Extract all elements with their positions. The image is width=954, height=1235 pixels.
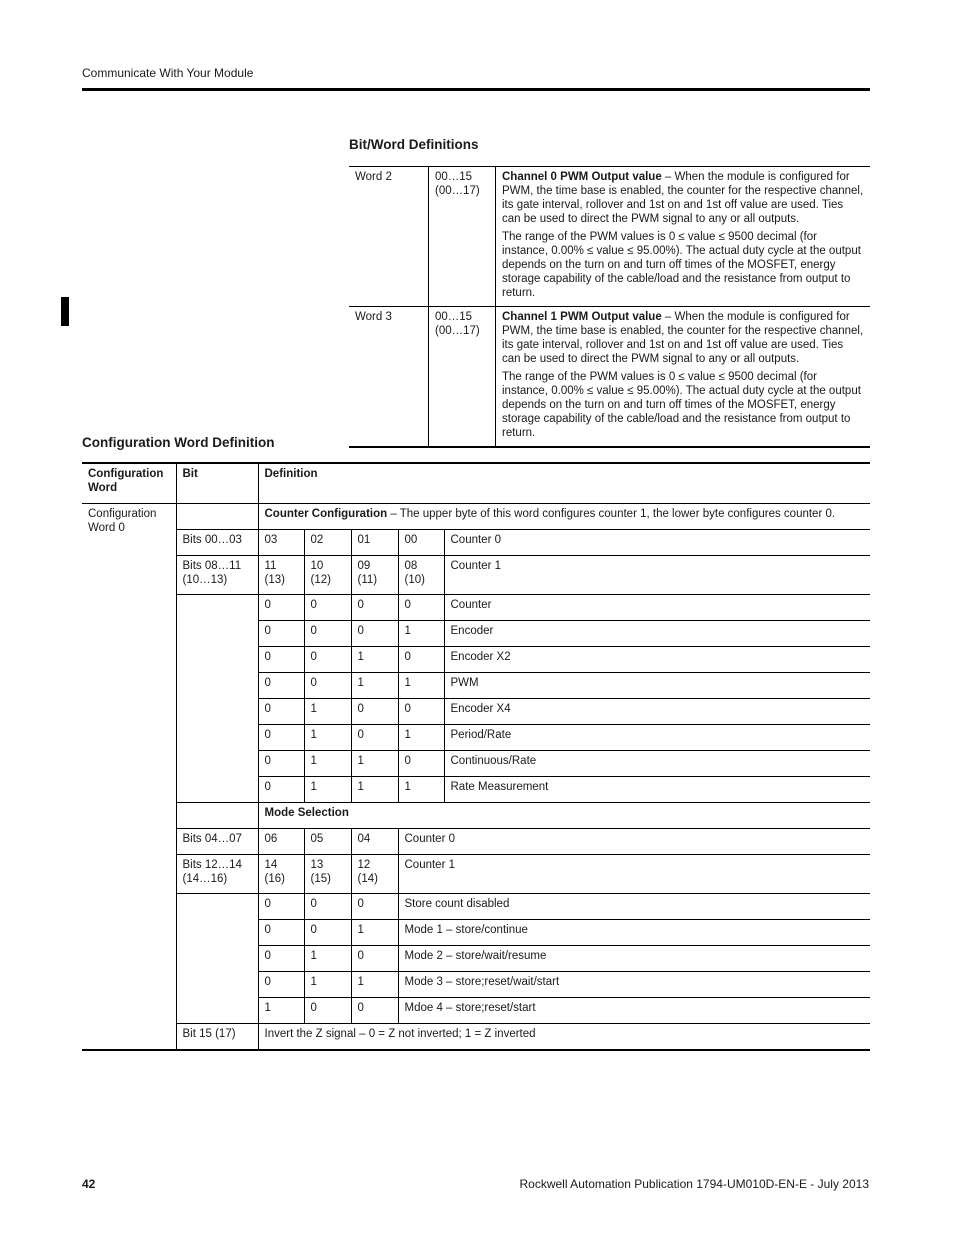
bit-value: 0 — [304, 673, 351, 699]
bit-col: 09 (11) — [351, 556, 398, 595]
page-number: 42 — [82, 1177, 96, 1191]
config-word-label: Configuration Word 0 — [88, 508, 157, 534]
bits-range: 00…15 — [435, 311, 473, 323]
running-head: Communicate With Your Module — [82, 66, 254, 80]
table-row — [82, 595, 870, 621]
mode-selection-heading: Mode Selection — [258, 803, 870, 829]
bit-value: 1 — [398, 725, 444, 751]
bit-col: 10 (12) — [304, 556, 351, 595]
bits-cell — [429, 307, 496, 448]
mode-name: Store count disabled — [398, 894, 870, 920]
mode-name: Mode 1 – store/continue — [398, 920, 870, 946]
target-cell: Counter 1 — [398, 855, 870, 894]
bit-col: 14 (16) — [258, 855, 304, 894]
header-definition: Definition — [258, 463, 870, 504]
bits-range: 00…15 — [435, 171, 473, 183]
bit-value: 0 — [398, 647, 444, 673]
bits-label: Bit 15 (17) — [176, 1024, 258, 1051]
bit-value: 1 — [398, 777, 444, 803]
mode-name: Continuous/Rate — [444, 751, 870, 777]
word-cell: Word 2 — [349, 167, 429, 307]
mode-name: Encoder X4 — [444, 699, 870, 725]
header-config-word: Configuration Word — [82, 463, 176, 504]
definition-cell — [496, 307, 871, 448]
bit-value: 1 — [304, 699, 351, 725]
bit-value: 0 — [258, 920, 304, 946]
bitword-table-title: Bit/Word Definitions — [349, 137, 479, 152]
empty-cell — [176, 595, 258, 803]
bits-label: Bits 12…14 (14…16) — [176, 855, 258, 894]
mode-name: Mdoe 4 – store;reset/start — [398, 998, 870, 1024]
bits-label: Bits 08…11 (10…13) — [176, 556, 258, 595]
table-row — [82, 855, 870, 894]
target-cell: Counter 0 — [444, 530, 870, 556]
word-cell: Word 3 — [349, 307, 429, 448]
definition-range: The range of the PWM values is 0 ≤ value ≤ 9500 decimal (for instance, 0.00% ≤ value ≤ 95.00%). The actual duty cycle at the output depends on the turn on and turn off times of the MOSFET, energy storage capability of the cable/load and the resistance from output to return. — [502, 371, 861, 439]
counter-config-cell: Counter Configuration – The upper byte of this word configures counter 1, the lower byte configures counter 0. — [258, 504, 870, 530]
bit-value: 1 — [304, 725, 351, 751]
bits-octal: (00…17) — [435, 325, 480, 337]
bit-value: 0 — [304, 894, 351, 920]
bit-value: 0 — [258, 946, 304, 972]
bit-value: 1 — [258, 998, 304, 1024]
bit-col: 03 — [258, 530, 304, 556]
table-row — [82, 530, 870, 556]
bit-value: 0 — [258, 972, 304, 998]
bit-col: 13 (15) — [304, 855, 351, 894]
bit-value: 0 — [258, 725, 304, 751]
bits-octal: (00…17) — [435, 185, 480, 197]
bit-value: 0 — [258, 699, 304, 725]
bit-col: 02 — [304, 530, 351, 556]
bit-value: 0 — [258, 647, 304, 673]
mode-name: Period/Rate — [444, 725, 870, 751]
table-row — [349, 307, 870, 448]
mode-name: Encoder — [444, 621, 870, 647]
bit-value: 0 — [258, 777, 304, 803]
mode-name: Mode 3 – store;reset/wait/start — [398, 972, 870, 998]
bit-value: 0 — [398, 595, 444, 621]
bit-col: 11 (13) — [258, 556, 304, 595]
bit-value: 1 — [304, 972, 351, 998]
bit-col: 08 (10) — [398, 556, 444, 595]
config-table-title: Configuration Word Definition — [82, 435, 275, 450]
bit-value: 1 — [398, 673, 444, 699]
bit-value: 1 — [351, 751, 398, 777]
change-bar — [61, 297, 69, 326]
bit-value: 0 — [258, 751, 304, 777]
bit-value: 1 — [304, 751, 351, 777]
empty-cell — [176, 504, 258, 530]
target-cell: Counter 0 — [398, 829, 870, 855]
bit-value: 1 — [351, 920, 398, 946]
bit-value: 0 — [304, 621, 351, 647]
bit-value: 0 — [304, 595, 351, 621]
definition-name: Channel 0 PWM Output value — [502, 171, 662, 183]
bit-value: 0 — [351, 699, 398, 725]
bit-value: 0 — [304, 647, 351, 673]
bit-value: 1 — [304, 946, 351, 972]
bit-col: 06 — [258, 829, 304, 855]
mode-name: Mode 2 – store/wait/resume — [398, 946, 870, 972]
bit-value: 0 — [351, 725, 398, 751]
bit-value: 1 — [351, 972, 398, 998]
table-row — [82, 803, 870, 829]
mode-name: PWM — [444, 673, 870, 699]
bit-value: 0 — [258, 595, 304, 621]
bit-value: 1 — [351, 673, 398, 699]
table-row — [82, 504, 870, 530]
config-table — [82, 462, 870, 1051]
bit-col: 05 — [304, 829, 351, 855]
bit-value: 1 — [351, 647, 398, 673]
header-rule — [82, 88, 870, 91]
bit-col: 12 (14) — [351, 855, 398, 894]
bit-value: 0 — [351, 621, 398, 647]
bit-value: 0 — [258, 621, 304, 647]
bit-value: 0 — [351, 894, 398, 920]
empty-cell — [176, 803, 258, 829]
bits-label: Bits 04…07 — [176, 829, 258, 855]
table-header-row — [82, 463, 870, 504]
empty-cell — [176, 894, 258, 1024]
bit-col: 01 — [351, 530, 398, 556]
target-cell: Counter 1 — [444, 556, 870, 595]
bit-value: 1 — [398, 621, 444, 647]
bitword-table — [349, 166, 870, 448]
bits-label: Bits 00…03 — [176, 530, 258, 556]
bit-value: 0 — [398, 751, 444, 777]
bit-value: 0 — [351, 946, 398, 972]
bits-cell — [429, 167, 496, 307]
bit-col: 00 — [398, 530, 444, 556]
bit-value: 0 — [351, 595, 398, 621]
definition-cell — [496, 167, 871, 307]
bit-value: 0 — [398, 699, 444, 725]
definition-name: Channel 1 PWM Output value — [502, 311, 662, 323]
bit-value: 0 — [351, 998, 398, 1024]
definition-range: The range of the PWM values is 0 ≤ value ≤ 9500 decimal (for instance, 0.00% ≤ value ≤ 95.00%). The actual duty cycle at the output depends on the turn on and turn off times of the MOSFET, energy storage capability of the cable/load and the resistance from output to return. — [502, 231, 861, 299]
mode-name: Counter — [444, 595, 870, 621]
bit-col: 04 — [351, 829, 398, 855]
table-row — [82, 1024, 870, 1051]
table-row — [82, 556, 870, 595]
publication-line: Rockwell Automation Publication 1794-UM010D-EN-E - July 2013 — [519, 1177, 869, 1191]
bit-value: 0 — [304, 920, 351, 946]
bit15-desc: Invert the Z signal – 0 = Z not inverted; 1 = Z inverted — [258, 1024, 870, 1051]
bit-value: 0 — [258, 673, 304, 699]
bit-value: 1 — [304, 777, 351, 803]
table-row — [349, 167, 870, 307]
bit-value: 1 — [351, 777, 398, 803]
bit-value: 0 — [258, 894, 304, 920]
table-row — [82, 829, 870, 855]
header-bit: Bit — [176, 463, 258, 504]
definition-desc: – When the module is configured for PWM, the time base is enabled, the counter for the respective channel, its gate interval, rollover and 1st on and 1st off value are used. Ties can be used to direct the PWM signal to any or all outputs. — [502, 171, 864, 225]
mode-name: Encoder X2 — [444, 647, 870, 673]
table-row — [82, 894, 870, 920]
definition-desc: – When the module is configured for PWM, the time base is enabled, the counter for the respective channel, its gate interval, rollover and 1st on and 1st off value are used. Ties can be used to direct the PWM signal to any or all outputs. — [502, 311, 864, 365]
bit-value: 0 — [304, 998, 351, 1024]
mode-name: Rate Measurement — [444, 777, 870, 803]
